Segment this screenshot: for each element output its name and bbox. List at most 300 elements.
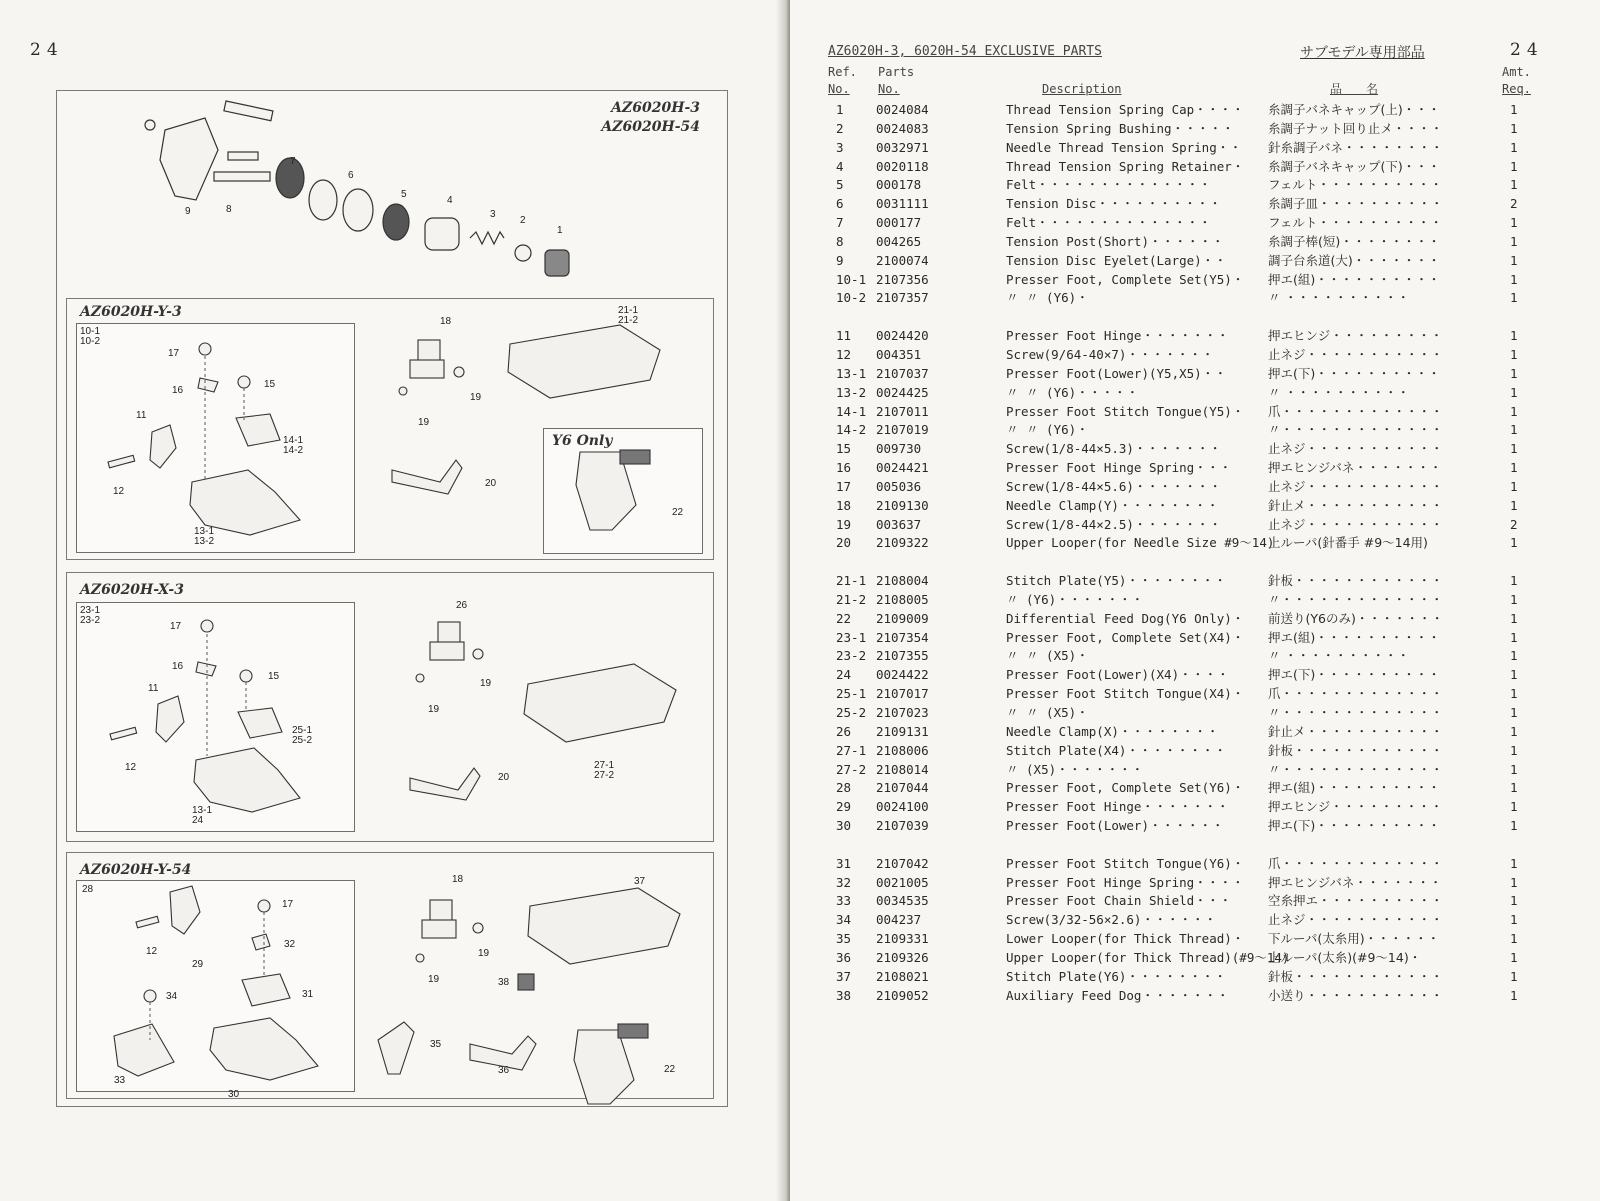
col-ref <box>828 64 857 98</box>
ref-number: 1 <box>836 102 844 117</box>
ref-number: 32 <box>836 874 852 890</box>
callout: 13-1 <box>192 805 213 816</box>
amount-required: 1 <box>1510 177 1518 193</box>
description: Stitch Plate(Y5)・・・・・・・・ <box>1006 573 1227 589</box>
ref-number: 31 <box>836 855 852 871</box>
amount-required: 1 <box>1510 949 1518 965</box>
callout: 21-1 <box>618 305 639 316</box>
japanese-name: 糸調子棒(短)・・・・・・・・ <box>1268 233 1441 249</box>
parts-table <box>828 101 1548 1006</box>
japanese-name: 押エヒンジ・・・・・・・・・ <box>1268 328 1443 344</box>
japanese-name: 爪・・・・・・・・・・・・・ <box>1268 403 1444 419</box>
description: Needle Clamp(Y)・・・・・・・・ <box>1006 497 1219 513</box>
description: Screw(1/8-44×2.5)・・・・・・・ <box>1006 516 1222 532</box>
amount-required: 1 <box>1510 667 1518 683</box>
japanese-name: 糸調子皿・・・・・・・・・・ <box>1268 196 1444 212</box>
ref-number: 7 <box>836 215 844 231</box>
ref-number: 25-2 <box>836 705 867 720</box>
part-number: 0024083 <box>876 120 929 136</box>
panel-y54-art <box>0 0 790 1201</box>
description: 〃 (Y6)・・・・・・・ <box>1006 591 1144 607</box>
amount-required: 1 <box>1510 252 1518 268</box>
description: 〃 〃 (X5)・ <box>1006 648 1089 664</box>
japanese-name: 爪・・・・・・・・・・・・・ <box>1268 855 1444 871</box>
left-page <box>0 0 790 1201</box>
ref-number: 5 <box>836 177 844 193</box>
callout: 13-2 <box>194 536 215 547</box>
amount-required: 1 <box>1510 271 1518 287</box>
part-number: 0020118 <box>876 158 929 174</box>
table-row <box>828 346 1548 365</box>
col-ref-line1: Ref. <box>828 65 857 79</box>
callout: 34 <box>166 991 178 1002</box>
callout: 19 <box>478 948 490 959</box>
callout: 1 <box>557 225 563 236</box>
table-row <box>828 968 1548 987</box>
callout: 26 <box>456 600 468 611</box>
table-row <box>828 516 1548 535</box>
col-parts-line1: Parts <box>878 65 915 79</box>
description: Presser Foot Hinge・・・・・・・ <box>1006 328 1229 344</box>
description: 〃 〃 (X5)・ <box>1006 705 1089 720</box>
callout: 5 <box>401 189 407 200</box>
callout: 19 <box>418 417 430 428</box>
ref-number: 34 <box>836 912 852 928</box>
japanese-name: 糸調子ナット回り止メ・・・・ <box>1268 120 1443 136</box>
japanese-name: 押エ(組)・・・・・・・・・・ <box>1268 629 1441 645</box>
callout: 32 <box>284 939 296 950</box>
table-row <box>828 610 1548 629</box>
part-number: 2107356 <box>876 271 929 287</box>
part-number: 0024425 <box>876 384 929 400</box>
table-row <box>828 195 1548 214</box>
japanese-name: 〃・・・・・・・・・・・・・ <box>1268 705 1444 720</box>
callout: 12 <box>113 486 125 497</box>
col-parts <box>878 64 914 98</box>
amount-required: 1 <box>1510 855 1518 871</box>
japanese-name: 押エ(下)・・・・・・・・・・ <box>1268 667 1441 683</box>
row-spacer <box>828 553 1548 572</box>
callout: 24 <box>192 815 204 826</box>
amount-required: 1 <box>1510 290 1518 306</box>
description: Presser Foot(Lower)(Y5,X5)・・ <box>1006 365 1227 381</box>
table-row <box>828 403 1548 422</box>
ref-number: 21-2 <box>836 591 867 607</box>
ref-number: 23-1 <box>836 629 867 645</box>
table-row <box>828 949 1548 968</box>
callout: 2 <box>520 215 526 226</box>
table-row <box>828 139 1548 158</box>
assembly-label: 23-2 <box>80 615 101 626</box>
japanese-name: 止ネジ・・・・・・・・・・・ <box>1268 516 1444 532</box>
japanese-name: 押エ(組)・・・・・・・・・・ <box>1268 271 1441 287</box>
description: Auxiliary Feed Dog・・・・・・・ <box>1006 987 1229 1003</box>
callout: 9 <box>185 206 191 217</box>
japanese-name: 爪・・・・・・・・・・・・・ <box>1268 686 1444 702</box>
y6-only-title: Y6 Only <box>552 433 613 449</box>
table-row <box>828 874 1548 893</box>
callout: 13-1 <box>194 526 215 537</box>
ref-number: 11 <box>836 328 852 344</box>
amount-required: 1 <box>1510 233 1518 249</box>
col-amt-line2: Req. <box>1502 82 1531 96</box>
ref-number: 25-1 <box>836 686 867 702</box>
callout: 19 <box>470 392 482 403</box>
description: Upper Looper(for Needle Size #9～14) <box>1006 535 1275 551</box>
description: Stitch Plate(Y6)・・・・・・・・ <box>1006 968 1227 984</box>
japanese-name: 小送り・・・・・・・・・・・ <box>1268 987 1444 1003</box>
callout: 29 <box>192 959 204 970</box>
callout: 14-2 <box>283 445 304 456</box>
ref-number: 27-2 <box>836 761 867 777</box>
ref-number: 24 <box>836 667 852 683</box>
amount-required: 1 <box>1510 215 1518 231</box>
japanese-name: 〃・・・・・・・・・・・・・ <box>1268 591 1444 607</box>
description: Presser Foot(Lower)・・・・・・ <box>1006 818 1224 834</box>
table-row <box>828 214 1548 233</box>
description: Presser Foot Stitch Tongue(Y5)・ <box>1006 403 1245 419</box>
amount-required: 1 <box>1510 460 1518 476</box>
ref-number: 8 <box>836 233 844 249</box>
part-number: 2109052 <box>876 987 929 1003</box>
part-number: 000178 <box>876 177 922 193</box>
part-number: 0024084 <box>876 102 929 117</box>
part-number: 004265 <box>876 233 922 249</box>
ref-number: 6 <box>836 196 844 212</box>
description: Thread Tension Spring Cap・・・・ <box>1006 102 1245 117</box>
callout: 16 <box>172 661 184 672</box>
part-number: 000177 <box>876 215 922 231</box>
part-number: 0031111 <box>876 196 929 212</box>
amount-required: 1 <box>1510 120 1518 136</box>
part-number: 0024421 <box>876 460 929 476</box>
callout: 25-1 <box>292 725 313 736</box>
amount-required: 1 <box>1510 422 1518 438</box>
callout: 25-2 <box>292 735 313 746</box>
part-number: 0024422 <box>876 667 929 683</box>
amount-required: 1 <box>1510 158 1518 174</box>
col-amt-line1: Amt. <box>1502 65 1531 79</box>
description: Presser Foot Stitch Tongue(X4)・ <box>1006 686 1245 702</box>
table-row <box>828 327 1548 346</box>
description: Lower Looper(for Thick Thread)・ <box>1006 931 1245 947</box>
amount-required: 1 <box>1510 610 1518 626</box>
japanese-name: 押エヒンジ・・・・・・・・・ <box>1268 799 1443 815</box>
part-number: 2107023 <box>876 705 929 720</box>
callout: 31 <box>302 989 314 1000</box>
panel-title: AZ6020H-Y-3 <box>80 304 182 320</box>
japanese-name: 押エヒンジバネ・・・・・・・ <box>1268 874 1442 890</box>
table-row <box>828 742 1548 761</box>
ref-number: 13-2 <box>836 384 867 400</box>
part-number: 2107011 <box>876 403 929 419</box>
description: Presser Foot Chain Shield・・・ <box>1006 893 1232 909</box>
description: Tension Post(Short)・・・・・・ <box>1006 233 1224 249</box>
assembly-label: 28 <box>82 884 94 895</box>
table-row <box>828 892 1548 911</box>
ref-number: 14-2 <box>836 422 867 438</box>
description: Presser Foot, Complete Set(Y6)・ <box>1006 780 1245 796</box>
callout: 37 <box>634 876 646 887</box>
japanese-name: 調子台糸道(大)・・・・・・・ <box>1268 252 1441 268</box>
ref-number: 33 <box>836 893 852 909</box>
callout: 19 <box>428 974 440 985</box>
table-row <box>828 647 1548 666</box>
amount-required: 1 <box>1510 912 1518 928</box>
japanese-name: 針糸調子バネ・・・・・・・・ <box>1268 139 1444 155</box>
ref-number: 30 <box>836 818 852 834</box>
part-number: 005036 <box>876 478 922 494</box>
callout: 12 <box>125 762 137 773</box>
description: Presser Foot(Lower)(X4)・・・・ <box>1006 667 1230 683</box>
callout: 8 <box>226 204 232 215</box>
part-number: 2107044 <box>876 780 929 796</box>
japanese-name: 〃 ・・・・・・・・・・ <box>1268 384 1410 400</box>
callout: 36 <box>498 1065 510 1076</box>
callout: 15 <box>268 671 280 682</box>
ref-number: 22 <box>836 610 852 626</box>
table-row <box>828 421 1548 440</box>
amount-required: 1 <box>1510 591 1518 607</box>
ref-number: 28 <box>836 780 852 796</box>
table-row <box>828 817 1548 836</box>
description: Needle Clamp(X)・・・・・・・・ <box>1006 723 1219 739</box>
japanese-name: 上ルーパ(針番手 #9～14用) <box>1268 535 1428 551</box>
callout: 11 <box>148 683 159 694</box>
description: 〃 〃 (Y6)・・・・・ <box>1006 384 1139 400</box>
japanese-name: 〃・・・・・・・・・・・・・ <box>1268 422 1444 438</box>
description: Tension Disc・・・・・・・・・・ <box>1006 196 1222 212</box>
ref-number: 10-2 <box>836 290 867 306</box>
part-number: 2107042 <box>876 855 929 871</box>
ref-number: 38 <box>836 987 852 1003</box>
ref-number: 20 <box>836 535 852 551</box>
table-row <box>828 572 1548 591</box>
col-amt <box>1502 64 1531 98</box>
ref-number: 23-2 <box>836 648 867 664</box>
amount-required: 1 <box>1510 365 1518 381</box>
description: Screw(3/32-56×2.6)・・・・・・ <box>1006 912 1217 928</box>
japanese-name: 〃 ・・・・・・・・・・ <box>1268 648 1410 664</box>
ref-number: 26 <box>836 723 852 739</box>
ref-number: 18 <box>836 497 852 513</box>
part-number: 004237 <box>876 912 922 928</box>
part-number: 2109130 <box>876 497 929 513</box>
amount-required: 1 <box>1510 931 1518 947</box>
ref-number: 17 <box>836 478 852 494</box>
amount-required: 1 <box>1510 987 1518 1003</box>
assembly-label: 10-2 <box>80 336 101 347</box>
part-number: 2107354 <box>876 629 929 645</box>
japanese-name: 止ネジ・・・・・・・・・・・ <box>1268 912 1444 928</box>
amount-required: 1 <box>1510 686 1518 702</box>
callout: 20 <box>485 478 497 489</box>
amount-required: 1 <box>1510 478 1518 494</box>
panel-title: AZ6020H-Y-54 <box>80 862 192 878</box>
ref-number: 21-1 <box>836 573 867 589</box>
amount-required: 1 <box>1510 723 1518 739</box>
description: Differential Feed Dog(Y6 Only)・ <box>1006 610 1245 626</box>
ref-number: 27-1 <box>836 742 867 758</box>
japanese-name: 止ネジ・・・・・・・・・・・ <box>1268 478 1444 494</box>
part-number: 0032971 <box>876 139 929 155</box>
table-row <box>828 233 1548 252</box>
ref-number: 2 <box>836 120 844 136</box>
japanese-name: 針板・・・・・・・・・・・・ <box>1268 573 1444 589</box>
description: Needle Thread Tension Spring・・ <box>1006 139 1242 155</box>
callout: 38 <box>498 977 510 988</box>
amount-required: 1 <box>1510 573 1518 589</box>
part-number: 2109331 <box>876 931 929 947</box>
part-number: 0034535 <box>876 893 929 909</box>
description: Presser Foot Hinge Spring・・・・ <box>1006 874 1245 890</box>
col-jp-name: 品 名 <box>1330 82 1379 96</box>
part-number: 2107019 <box>876 422 929 438</box>
table-row <box>828 440 1548 459</box>
callout: 27-1 <box>594 760 615 771</box>
amount-required: 2 <box>1510 196 1518 212</box>
part-number: 2108005 <box>876 591 929 607</box>
table-row <box>828 459 1548 478</box>
japanese-name: 空糸押エ・・・・・・・・・・ <box>1268 893 1444 909</box>
japanese-name: 針止メ・・・・・・・・・・・ <box>1268 497 1444 513</box>
table-row <box>828 478 1548 497</box>
table-row <box>828 176 1548 195</box>
description: Upper Looper(for Thick Thread)(#9～14) <box>1006 949 1290 965</box>
amount-required: 1 <box>1510 328 1518 344</box>
ref-number: 14-1 <box>836 403 867 419</box>
part-number: 0024100 <box>876 799 929 815</box>
table-row <box>828 911 1548 930</box>
japanese-name: 押エヒンジバネ・・・・・・・ <box>1268 460 1442 476</box>
ref-number: 12 <box>836 346 852 362</box>
right-page <box>790 0 1600 1201</box>
description: 〃 〃 (Y6)・ <box>1006 290 1089 306</box>
table-row <box>828 855 1548 874</box>
japanese-name: 〃 ・・・・・・・・・・ <box>1268 290 1410 306</box>
japanese-name: 針板・・・・・・・・・・・・ <box>1268 742 1444 758</box>
table-row <box>828 798 1548 817</box>
part-number: 2108021 <box>876 968 929 984</box>
part-number: 2100074 <box>876 252 929 268</box>
description: Screw(9/64-40×7)・・・・・・・ <box>1006 346 1214 362</box>
japanese-name: 糸調子バネキャップ(下)・・・ <box>1268 158 1441 174</box>
table-row <box>828 365 1548 384</box>
table-row <box>828 101 1548 120</box>
table-row <box>828 120 1548 139</box>
table-row <box>828 987 1548 1006</box>
part-number: 2107355 <box>876 648 929 664</box>
callout: 30 <box>228 1089 240 1100</box>
part-number: 009730 <box>876 441 922 457</box>
callout: 11 <box>136 410 147 421</box>
part-number: 003637 <box>876 516 922 532</box>
callout: 6 <box>348 170 354 181</box>
amount-required: 1 <box>1510 893 1518 909</box>
japanese-name: 押エ(下)・・・・・・・・・・ <box>1268 818 1441 834</box>
description: Screw(1/8-44×5.6)・・・・・・・ <box>1006 478 1222 494</box>
japanese-name: フェルト・・・・・・・・・・ <box>1268 215 1443 231</box>
ref-number: 19 <box>836 516 852 532</box>
amount-required: 1 <box>1510 441 1518 457</box>
callout: 17 <box>282 899 294 910</box>
model-title-1: AZ6020H-3 <box>611 100 700 116</box>
ref-number: 4 <box>836 158 844 174</box>
callout: 19 <box>428 704 440 715</box>
amount-required: 1 <box>1510 648 1518 664</box>
part-number: 2108004 <box>876 573 929 589</box>
table-row <box>828 779 1548 798</box>
japanese-name: 〃・・・・・・・・・・・・・ <box>1268 761 1444 777</box>
ref-number: 16 <box>836 460 852 476</box>
part-number: 2108006 <box>876 742 929 758</box>
page-number: 24 <box>1510 40 1544 60</box>
table-row <box>828 761 1548 780</box>
ref-number: 9 <box>836 252 844 268</box>
amount-required: 1 <box>1510 346 1518 362</box>
callout: 22 <box>672 507 684 518</box>
callout: 17 <box>168 348 180 359</box>
callout: 20 <box>498 772 510 783</box>
amount-required: 1 <box>1510 968 1518 984</box>
part-number: 0021005 <box>876 874 929 890</box>
part-number: 2109326 <box>876 949 929 965</box>
table-row <box>828 252 1548 271</box>
col-ref-line2: No. <box>828 82 850 96</box>
part-number: 2107037 <box>876 365 929 381</box>
table-row <box>828 271 1548 290</box>
section-header-jp: サブモデル専用部品 <box>1300 45 1425 61</box>
description: Tension Disc Eyelet(Large)・・ <box>1006 252 1227 268</box>
table-row <box>828 497 1548 516</box>
ref-number: 3 <box>836 139 844 155</box>
japanese-name: 止ネジ・・・・・・・・・・・ <box>1268 346 1444 362</box>
callout: 4 <box>447 195 453 206</box>
table-row <box>828 629 1548 648</box>
table-row <box>828 666 1548 685</box>
callout: 35 <box>430 1039 442 1050</box>
ref-number: 10-1 <box>836 271 867 287</box>
col-description: Description <box>1042 82 1122 96</box>
amount-required: 1 <box>1510 497 1518 513</box>
japanese-name: 糸調子バネキャップ(上)・・・ <box>1268 102 1441 117</box>
part-number: 2109009 <box>876 610 929 626</box>
amount-required: 1 <box>1510 705 1518 720</box>
table-row <box>828 289 1548 308</box>
model-title-2: AZ6020H-54 <box>601 119 700 135</box>
row-spacer <box>828 308 1548 327</box>
callout: 22 <box>664 1064 676 1075</box>
callout: 18 <box>440 316 452 327</box>
table-row <box>828 723 1548 742</box>
amount-required: 1 <box>1510 102 1518 117</box>
description: Felt・・・・・・・・・・・・・・ <box>1006 177 1212 193</box>
part-number: 2109322 <box>876 535 929 551</box>
callout: 21-2 <box>618 315 639 326</box>
japanese-name: フェルト・・・・・・・・・・ <box>1268 177 1443 193</box>
description: Tension Spring Bushing・・・・・ <box>1006 120 1235 136</box>
description: Presser Foot, Complete Set(X4)・ <box>1006 629 1245 645</box>
description: Felt・・・・・・・・・・・・・・ <box>1006 215 1212 231</box>
japanese-name: 押エ(下)・・・・・・・・・・ <box>1268 365 1441 381</box>
amount-required: 1 <box>1510 818 1518 834</box>
amount-required: 1 <box>1510 780 1518 796</box>
ref-number: 29 <box>836 799 852 815</box>
ref-number: 37 <box>836 968 852 984</box>
japanese-name: 下ルーパ(太糸用)・・・・・・ <box>1268 931 1440 947</box>
assembly-label: 10-1 <box>80 326 101 337</box>
description: Presser Foot Hinge Spring・・・ <box>1006 460 1232 476</box>
